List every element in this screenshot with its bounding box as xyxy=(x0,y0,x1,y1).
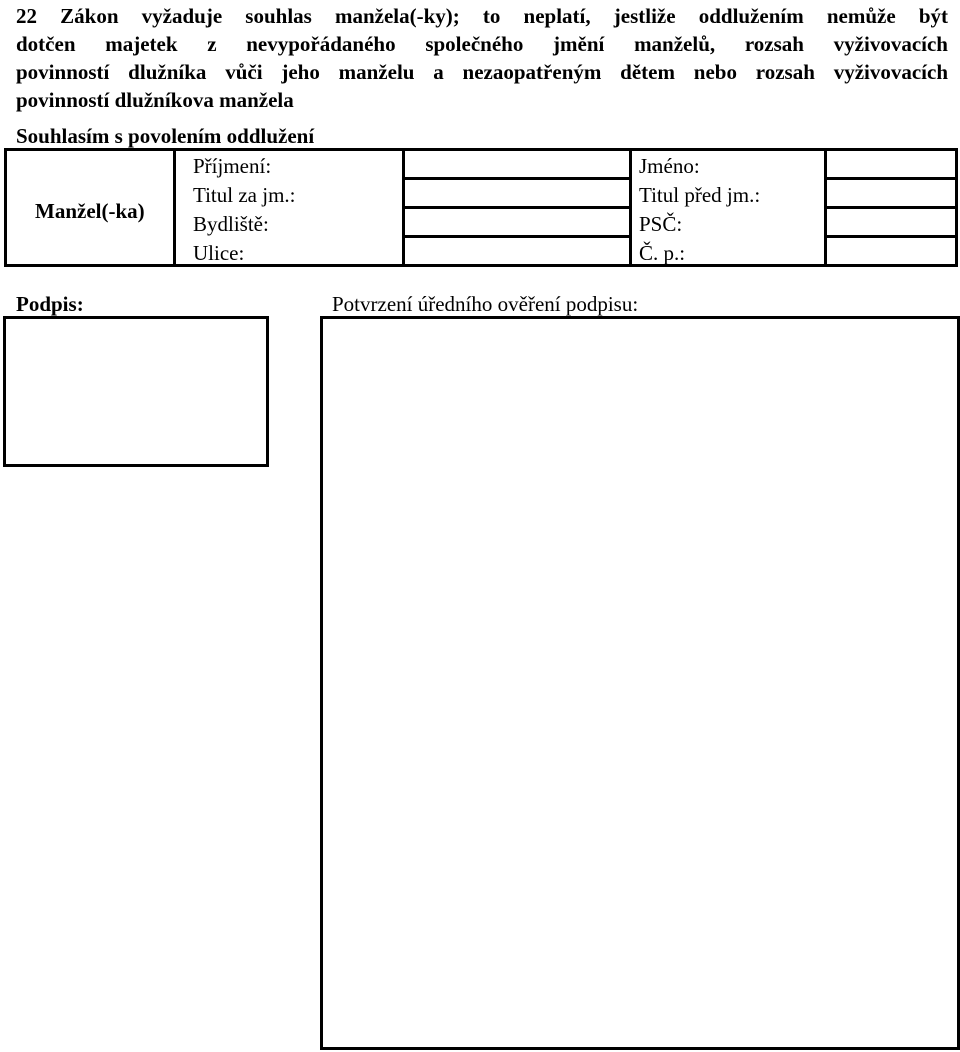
title-after-name-label: Titul za jm.: xyxy=(193,183,296,207)
spouse-label-cell xyxy=(4,151,176,267)
title-before-name-label: Titul před jm.: xyxy=(639,183,761,207)
title-before-name-field[interactable] xyxy=(824,180,958,209)
footnote-line: dotčen majetek z nevypořádaného společného jmění manželů, rozsah vyživovacích xyxy=(16,32,948,56)
footnote-line: 22 Zákon vyžaduje souhlas manžela(-ky); to neplatí, jestliže oddlužením nemůže být xyxy=(16,4,948,28)
spouse-details-table xyxy=(4,148,958,267)
table-row xyxy=(176,209,958,238)
title-after-name-field[interactable] xyxy=(402,180,632,209)
verification-box[interactable] xyxy=(320,316,960,1050)
verification-label: Potvrzení úředního ověření podpisu: xyxy=(332,292,639,316)
table-row xyxy=(176,238,958,267)
first-name-field[interactable] xyxy=(824,151,958,180)
table-row xyxy=(176,151,958,180)
postal-code-field[interactable] xyxy=(824,209,958,238)
footnote-line: povinností dlužníkova manžela xyxy=(16,88,294,112)
street-label: Ulice: xyxy=(193,241,245,265)
signature-box[interactable] xyxy=(3,316,269,467)
house-number-field[interactable] xyxy=(824,238,958,267)
house-number-label: Č. p.: xyxy=(639,241,686,265)
surname-label: Příjmení: xyxy=(193,154,272,178)
footnote-line: povinností dlužníka vůči jeho manželu a nezaopatřeným dětem nebo rozsah vyživovacích xyxy=(16,60,948,84)
surname-field[interactable] xyxy=(402,151,632,180)
consent-title: Souhlasím s povolením oddlužení xyxy=(16,124,315,148)
table-row xyxy=(176,180,958,209)
residence-field[interactable] xyxy=(402,209,632,238)
street-field[interactable] xyxy=(402,238,632,267)
first-name-label: Jméno: xyxy=(639,154,700,178)
footnote-paragraph xyxy=(16,2,948,114)
residence-label: Bydliště: xyxy=(193,212,269,236)
signature-label: Podpis: xyxy=(16,292,84,316)
postal-code-label: PSČ: xyxy=(639,212,683,236)
spouse-label: Manžel(-ka) xyxy=(35,199,145,223)
